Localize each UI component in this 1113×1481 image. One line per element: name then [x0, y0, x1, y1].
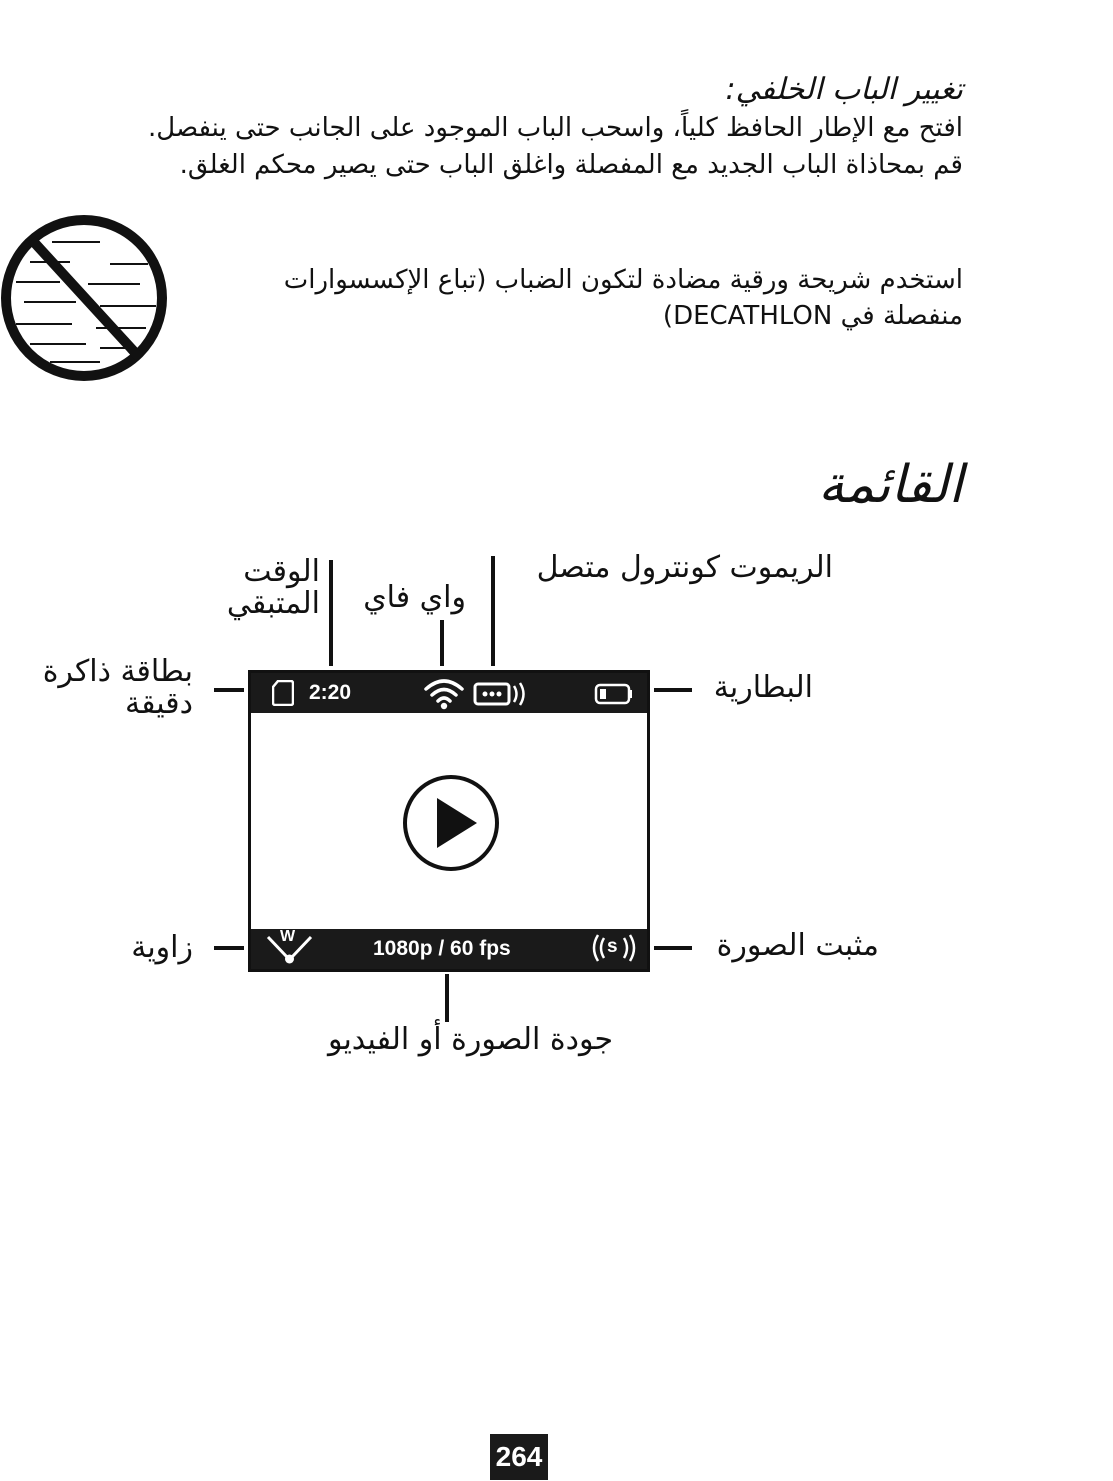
label-remote: الريموت كونترول متصل [536, 550, 833, 585]
status-bar [251, 673, 647, 713]
label-sd-card: بطاقة ذاكرة دقيقة [42, 654, 193, 721]
pointer-angle [214, 946, 244, 950]
section-title: تغيير الباب الخلفي: [725, 72, 963, 107]
label-quality: جودة الصورة أو الفيديو [327, 1022, 613, 1057]
pointer-sd-card [214, 688, 244, 692]
stabilizer-icon [589, 932, 639, 968]
resolution-value: 1080p / 60 fps [373, 937, 511, 960]
angle-icon [265, 928, 315, 969]
instruction-line-1: افتح مع الإطار الحافظ كلياً، واسحب الباب الموجود على الجانب حتى ينفصل. [148, 113, 963, 143]
tip-text: استخدم شريحة ورقية مضادة لتكون الضباب (تباع الإكسسوارات منفصلة في DECATHLON) [283, 265, 963, 331]
pointer-battery [654, 688, 692, 692]
label-wifi: واي فاي [363, 580, 466, 615]
pointer-remote [491, 556, 495, 666]
label-battery: البطارية [713, 670, 813, 705]
page-number: 264 [490, 1434, 548, 1480]
remote-icon [473, 681, 531, 711]
pointer-wifi [440, 620, 444, 666]
instruction-line-2: قم بمحاذاة الباب الجديد مع المفصلة واغلق الباب حتى يصير محكم الغلق. [179, 150, 963, 180]
wifi-icon [423, 676, 465, 714]
pointer-stabilizer [654, 946, 692, 950]
label-stabilizer: مثبت الصورة [716, 928, 879, 963]
stabilizer-letter: s [607, 936, 618, 957]
play-icon[interactable] [401, 773, 501, 877]
sd-card-icon [272, 680, 294, 710]
label-angle: زاوية [131, 930, 193, 965]
angle-letter: W [280, 928, 296, 945]
settings-bar [251, 929, 647, 969]
camera-screen [248, 670, 650, 972]
pointer-quality [445, 974, 449, 1022]
label-remaining-time: الوقت المتبقي [226, 554, 320, 621]
battery-icon [594, 683, 634, 709]
remaining-time-value: 2:20 [309, 681, 352, 704]
menu-title: القائمة [818, 455, 963, 515]
no-fog-icon [0, 212, 172, 384]
